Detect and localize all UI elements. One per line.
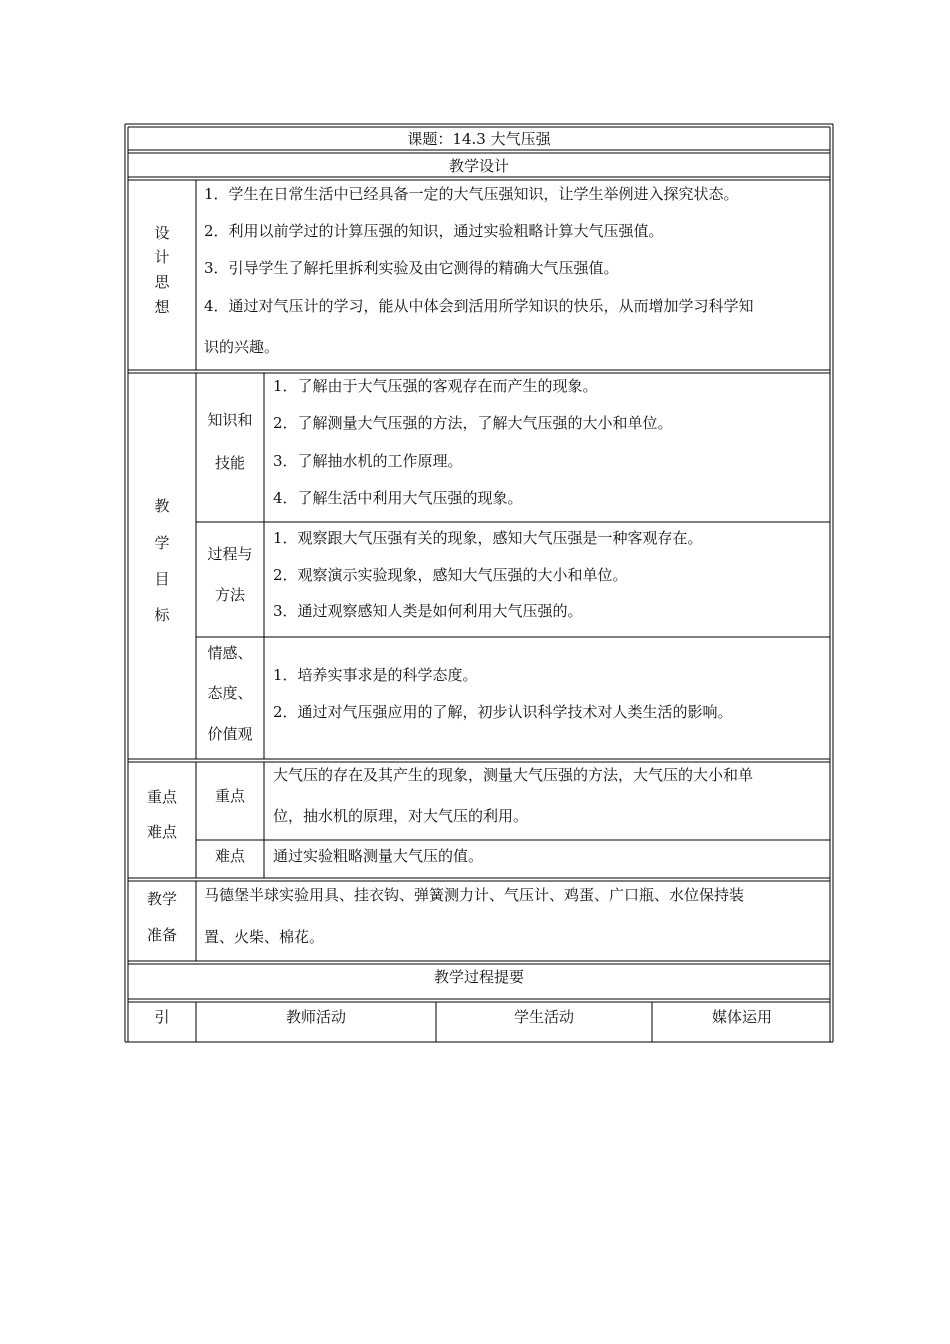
design-label-char: 设 xyxy=(154,224,170,242)
design-item: 4．通过对气压计的学习，能从中体会到活用所学知识的快乐，从而增加学习科学知 xyxy=(204,297,754,315)
attitude-values-items xyxy=(273,666,733,721)
difficult-point-label: 难点 xyxy=(214,847,246,865)
key-point-text: 大气压的存在及其产生的现象，测量大气压强的方法，大气压的大小和单 xyxy=(273,766,754,784)
objective-item: 3．了解抽水机的工作原理。 xyxy=(273,452,463,470)
difficult-point-text: 通过实验粗略测量大气压的值。 xyxy=(273,847,484,865)
preparation-label: 教学 xyxy=(146,890,178,908)
objective-item: 4．了解生活中利用大气压强的现象。 xyxy=(273,489,523,507)
design-label-char: 想 xyxy=(154,298,170,316)
attitude-values-label: 态度、 xyxy=(207,684,253,702)
design-label-char: 计 xyxy=(154,248,170,266)
process-col-intro: 引 xyxy=(154,1008,170,1026)
key-difficult-label: 难点 xyxy=(146,823,178,841)
process-method-label: 过程与 xyxy=(207,545,253,563)
objectives-label-char: 目 xyxy=(154,570,170,588)
objectives-label-char: 标 xyxy=(154,606,170,624)
key-point-label: 重点 xyxy=(214,787,246,805)
preparation-text: 置、火柴、棉花。 xyxy=(204,928,325,946)
design-ideas-label xyxy=(154,224,170,316)
preparation-label: 准备 xyxy=(146,926,178,944)
objectives-label-char: 教 xyxy=(154,497,170,515)
objective-item: 2．通过对气压强应用的了解，初步认识科学技术对人类生活的影响。 xyxy=(273,703,733,721)
knowledge-skills-items xyxy=(273,377,673,507)
knowledge-skills-label: 技能 xyxy=(214,454,246,472)
process-method-items xyxy=(273,529,703,620)
design-item: 2．利用以前学过的计算压强的知识，通过实验粗略计算大气压强值。 xyxy=(204,222,664,240)
process-method-label: 方法 xyxy=(214,586,246,604)
design-label-char: 思 xyxy=(154,273,170,291)
process-col-media: 媒体运用 xyxy=(711,1008,773,1026)
objective-item: 2．观察演示实验现象，感知大气压强的大小和单位。 xyxy=(273,566,628,584)
process-col-student: 学生活动 xyxy=(513,1008,575,1026)
attitude-values-label: 价值观 xyxy=(207,725,253,743)
section-heading-process: 教学过程提要 xyxy=(433,968,525,986)
objectives-label xyxy=(154,497,170,624)
design-item: 3．引导学生了解托里拆利实验及由它测得的精确大气压强值。 xyxy=(204,259,619,277)
objective-item: 1．了解由于大气压强的客观存在而产生的现象。 xyxy=(273,377,598,395)
objective-item: 3．通过观察感知人类是如何利用大气压强的。 xyxy=(273,602,583,620)
objectives-label-char: 学 xyxy=(154,534,170,552)
design-item: 识的兴趣。 xyxy=(204,338,280,356)
objective-item: 1．培养实事求是的科学态度。 xyxy=(273,666,478,684)
design-item: 1．学生在日常生活中已经具备一定的大气压强知识，让学生举例进入探究状态。 xyxy=(204,185,739,203)
objective-item: 1．观察跟大气压强有关的现象，感知大气压强是一种客观存在。 xyxy=(273,529,703,547)
key-difficult-label: 重点 xyxy=(146,788,178,806)
process-col-teacher: 教师活动 xyxy=(285,1008,347,1026)
preparation-text: 马德堡半球实验用具、挂衣钩、弹簧测力计、气压计、鸡蛋、广口瓶、水位保持装 xyxy=(204,886,745,904)
knowledge-skills-label: 知识和 xyxy=(207,411,253,429)
attitude-values-label: 情感、 xyxy=(207,644,253,662)
objective-item: 2．了解测量大气压强的方法，了解大气压强的大小和单位。 xyxy=(273,414,673,432)
key-point-text: 位，抽水机的原理，对大气压的利用。 xyxy=(273,807,529,825)
section-heading-design: 教学设计 xyxy=(448,157,510,175)
design-ideas-items xyxy=(204,185,754,356)
lesson-title: 课题：14.3 大气压强 xyxy=(407,130,551,148)
